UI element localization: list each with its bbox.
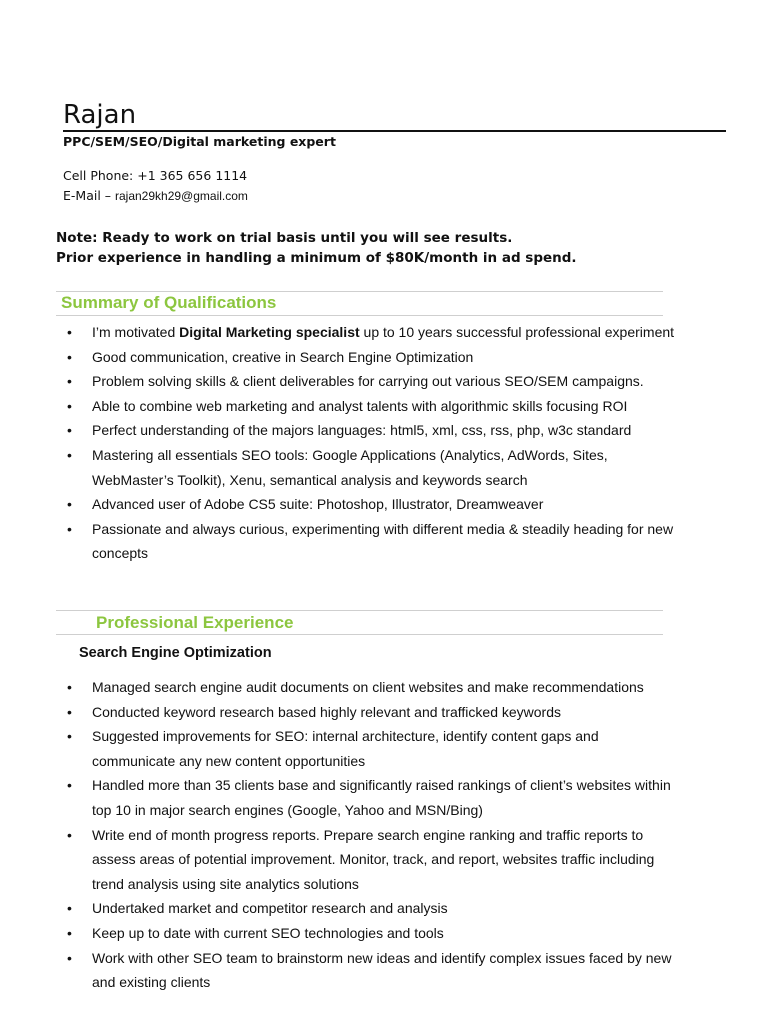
bullet: • (67, 422, 72, 439)
experience-bottom-rule (56, 634, 663, 635)
bullet: • (67, 679, 72, 695)
phone-label: Cell Phone: (63, 168, 138, 183)
bullet: • (67, 728, 72, 745)
name-divider (63, 130, 726, 132)
list-item: • Perfect understanding of the majors languages: html5, xml, css, rss, php, w3c standard (0, 418, 682, 443)
headline: PPC/SEM/SEO/Digital marketing expert (63, 134, 336, 149)
bullet: • (67, 324, 72, 340)
experience-title: Professional Experience (96, 613, 294, 632)
list-item: • Keep up to date with current SEO technologies and tools (0, 921, 682, 946)
phone-number: +1 365 656 1114 (137, 168, 248, 183)
bullet: • (67, 496, 72, 513)
experience-subtitle: Search Engine Optimization (79, 645, 272, 661)
bullet: • (67, 703, 72, 720)
list-item: • Managed search engine audit documents on client websites and make recommendations (0, 675, 682, 700)
list-item: • Conducted keyword research based highly relevant and trafficked keywords (0, 700, 682, 725)
bullet: • (67, 826, 72, 843)
bullet: • (67, 777, 72, 794)
bullet: • (67, 397, 72, 414)
highlight-text: Digital Marketing specialist (179, 324, 360, 340)
experience-top-rule (56, 610, 663, 611)
bullet: • (67, 949, 72, 966)
bullet: • (67, 900, 72, 917)
email-label: E-Mail – (63, 188, 115, 203)
list-item: • Problem solving skills & client deliverables for carrying out various SEO/SEM campaigns. (0, 369, 682, 394)
list-item: • Passionate and always curious, experimenting with different media & steadily heading for new concepts (0, 517, 682, 566)
note-line-1: Note: Ready to work on trial basis until you will see results. (56, 230, 513, 246)
bullet: • (67, 348, 72, 365)
experience-list (0, 675, 768, 995)
summary-top-rule (56, 291, 663, 292)
summary-title: Summary of Qualifications (61, 293, 277, 312)
list-item: • Write end of month progress reports. Prepare search engine ranking and traffic reports to assess areas of potential improvement. Monitor, track, and report, websites traffic including trend analysis using site analytics solutions (0, 823, 682, 897)
note-line-2: Prior experience in handling a minimum of $80K/month in ad spend. (56, 250, 577, 266)
bullet: • (67, 924, 72, 941)
candidate-name: Rajan (63, 100, 137, 130)
email-line (63, 188, 248, 204)
list-item: • I’m motivated Digital Marketing specialist up to 10 years successful professional experiment (0, 320, 682, 345)
list-item: • Suggested improvements for SEO: internal architecture, identify content gaps and communicate any new content opportunities (0, 724, 682, 773)
email-address: rajan29kh29@gmail.com (115, 189, 248, 203)
summary-bottom-rule (56, 315, 663, 316)
phone-line (63, 168, 247, 184)
list-item: • Undertaked market and competitor research and analysis (0, 896, 682, 921)
bullet: • (67, 373, 72, 390)
list-item: • Mastering all essentials SEO tools: Google Applications (Analytics, AdWords, Sites, WebMaster’s Toolkit), Xenu, semantical analysis and keywords search (0, 443, 682, 492)
bullet: • (67, 446, 72, 463)
summary-list (0, 320, 768, 566)
list-item: • Work with other SEO team to brainstorm new ideas and identify complex issues faced by new and existing clients (0, 946, 682, 995)
list-item: • Advanced user of Adobe CS5 suite: Photoshop, Illustrator, Dreamweaver (0, 492, 682, 517)
bullet: • (67, 520, 72, 537)
list-item: • Handled more than 35 clients base and significantly raised rankings of client’s websites within top 10 in major search engines (Google, Yahoo and MSN/Bing) (0, 773, 682, 822)
list-item: • Able to combine web marketing and analyst talents with algorithmic skills focusing ROI (0, 394, 682, 419)
list-item: • Good communication, creative in Search Engine Optimization (0, 345, 682, 370)
